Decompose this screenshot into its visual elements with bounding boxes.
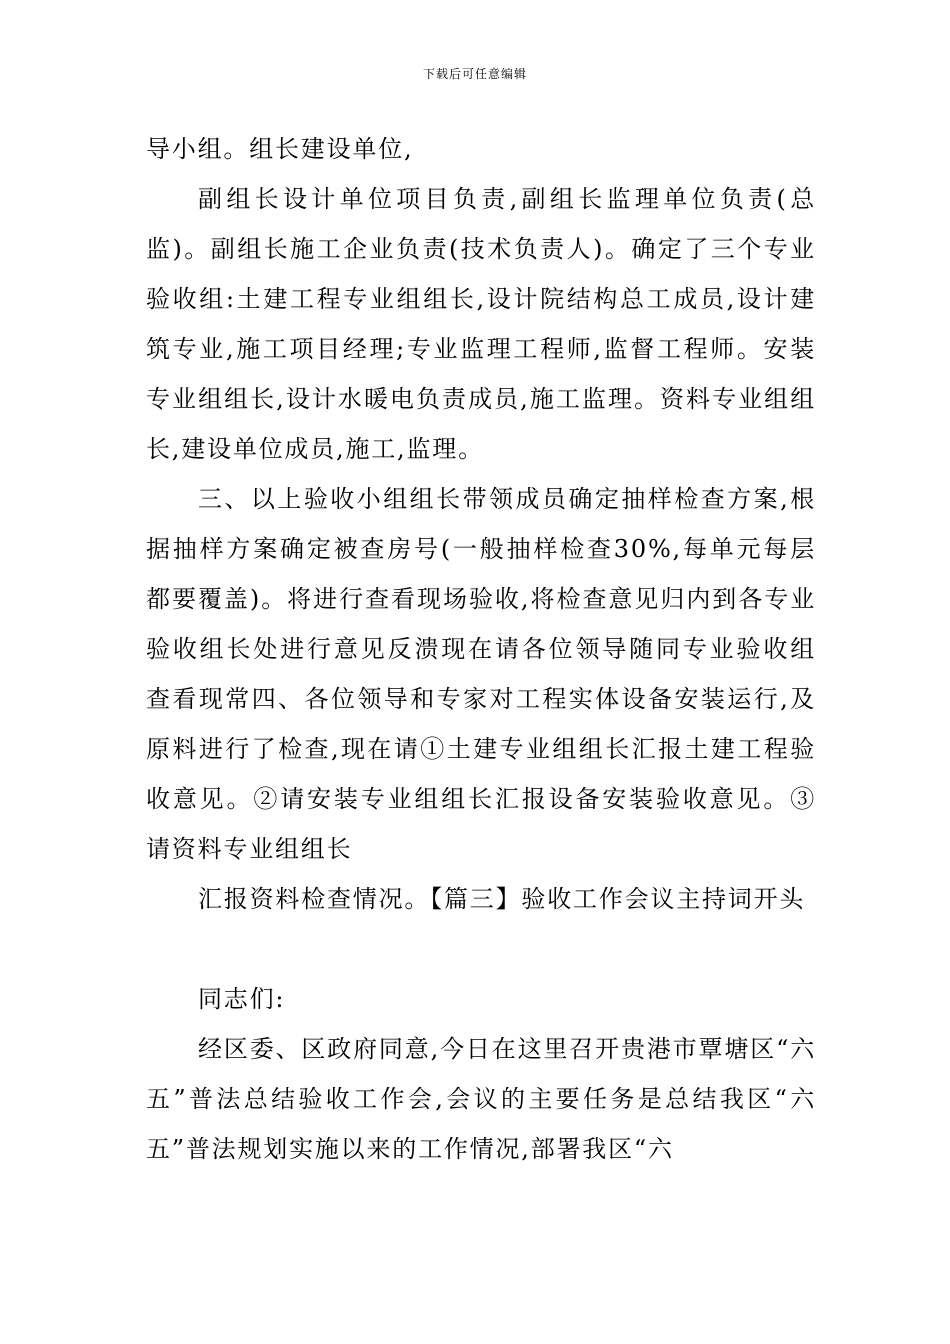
paragraph-6: 经区委、区政府同意,今日在这里召开贵港市覃塘区“六五”普法总结验收工作会,会议的主要任务是总结我区“六五”普法规划实施以来的工作情况,部署我区“六 — [146, 1035, 816, 1163]
paragraph-2: 副组长设计单位项目负责,副组长监理单位负责(总监)。副组长施工企业负责(技术负责人)。确定了三个专业验收组:土建工程专业组组长,设计院结构总工成员,设计建筑专业,施工项目经理;专业监理工程师,监督工程师。安装专业组组长,设计水暖电负责成员,施工监理。资料专业组组长,建设单位成员,施工,监理。 — [146, 185, 816, 463]
document-body — [146, 124, 816, 1174]
page-header: 下载后可任意编辑 — [422, 67, 527, 81]
paragraph-5: 同志们: — [198, 985, 286, 1013]
spacer — [146, 924, 816, 974]
paragraph-3: 三、以上验收小组组长带领成员确定抽样检查方案,根据抽样方案确定被查房号(一般抽样检查30%,每单元每层都要覆盖)。将进行查看现场验收,将检查意见归内到各专业验收组长处进行意见反溃现在请各位领导随同专业验收组查看现常四、各位领导和专家对工程实体设备安装运行,及原料进行了检查,现在请①土建专业组组长汇报土建工程验收意见。②请安装专业组组长汇报设备安装验收意见。③请资料专业组组长 — [146, 485, 816, 863]
paragraph-4: 汇报资料检查情况。【篇三】验收工作会议主持词开头 — [198, 885, 806, 913]
paragraph-1: 导小组。组长建设单位, — [146, 135, 414, 163]
